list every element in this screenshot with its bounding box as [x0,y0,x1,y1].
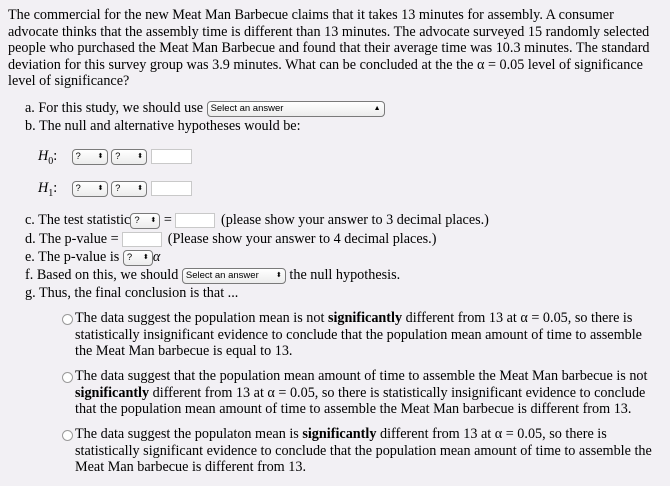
alternative-hypothesis-row [38,179,192,203]
question-f-prefix: f. [25,267,34,283]
conclusion-option-2-text [62,368,660,418]
conclusion-option-2[interactable] [62,368,660,418]
question-d-text: The p-value = [38,231,119,247]
radio-button[interactable] [62,314,73,325]
select-arrows-icon: ▲ [373,104,381,112]
question-b-prefix: b. [25,118,36,134]
option-2-post: different from 13 at α = 0.05, so there is statistically insignificant evidence to conclude that the population mean amount of time to assemble the Meat Man barbecue is different from 13. [75,384,646,417]
h1-value-input[interactable] [151,181,192,196]
test-statistic-select-value: ? [134,214,140,226]
h1-letter: H [38,180,49,196]
select-arrows-icon: ⬍ [137,152,144,160]
conclusion-option-1[interactable] [62,310,660,360]
option-2-pre: The data suggest that the population mean amount of time to assemble the Meat Man barbecue is not [75,368,648,384]
decision-select-value: Select an answer [185,269,259,281]
question-e [25,248,160,266]
h0-letter: H [38,148,49,164]
conclusion-option-1-text [62,310,660,360]
option-1-bold: significantly [327,310,403,326]
question-f [25,266,400,284]
test-statistic-equals: = [163,212,172,228]
h1-operator-value: ? [115,182,121,194]
question-f-suffix: the null hypothesis. [289,267,401,283]
null-hypothesis-row [38,147,192,171]
conclusion-option-3[interactable] [62,426,660,476]
question-f-text: Based on this, we should [36,267,179,283]
select-arrows-icon: ⬍ [275,271,282,279]
question-g [25,284,238,302]
question-a-prefix: a. [25,100,35,116]
question-e-prefix: e. [25,249,35,265]
alpha-symbol: α [152,249,161,265]
test-statistic-note: (please show your answer to 3 decimal places.) [221,212,489,228]
radio-button[interactable] [62,430,73,441]
option-2-bold: significantly [75,384,150,401]
select-arrows-icon: ⬍ [137,184,144,192]
option-1-pre: The data suggest the population mean is not [75,310,328,326]
p-value-comparison-select[interactable] [123,250,153,266]
test-type-select-value: Select an answer [210,102,284,114]
h0-parameter-select[interactable] [72,149,108,165]
h0-colon: : [53,148,58,164]
question-c-text: The test statistic [38,212,131,228]
problem-statement: The commercial for the new Meat Man Barbecue claims that it takes 13 minutes for assembly. A consumer advocate thinks that the assembly time is different than 13 minutes. The advocate surveyed 15 randomly selected people who purchased the Meat Man Barbecue and found that their average time was 10.3 minutes. The standard deviation for this survey group was 3.9 minutes. What can be concluded at the the α = 0.05 level of significance level of significance? [8,7,650,89]
select-arrows-icon: ⬍ [150,216,157,224]
null-hypothesis-label [38,147,68,171]
option-3-bold: significantly [302,426,377,442]
test-type-select[interactable] [207,101,385,117]
select-arrows-icon: ⬍ [142,253,149,261]
h1-colon: : [53,180,58,196]
question-g-text: Thus, the final conclusion is that ... [38,285,239,301]
test-statistic-select[interactable] [130,213,160,229]
p-value-input[interactable] [122,232,162,247]
h0-subscript: 0 [48,155,54,167]
h1-parameter-select[interactable] [72,181,108,197]
question-c [25,211,489,229]
question-a [25,99,385,117]
h0-value-input[interactable] [151,149,192,164]
radio-button[interactable] [62,372,73,383]
test-statistic-input[interactable] [175,213,215,228]
question-c-prefix: c. [25,212,35,228]
h0-operator-value: ? [115,150,121,162]
h1-operator-select[interactable] [111,181,147,197]
h1-subscript: 1 [48,187,54,199]
question-e-text: The p-value is [38,249,120,265]
question-g-prefix: g. [25,285,36,301]
question-b [25,117,301,135]
p-value-comparison-value: ? [126,251,133,263]
question-d-prefix: d. [25,231,36,247]
h0-parameter-value: ? [75,150,81,162]
p-value-note: (Please show your answer to 4 decimal places.) [167,231,437,247]
question-a-text: For this study, we should use [38,100,204,116]
alternative-hypothesis-label [38,179,68,203]
option-3-post: different from 13 at α = 0.05, so there is statistically significant evidence to conclude that the population mean amount of time to assemble the Meat Man barbecue is different from 13. [75,426,652,475]
option-3-pre: The data suggest the populaton mean is [75,426,303,442]
h1-parameter-value: ? [75,182,81,194]
question-d [25,230,436,248]
select-arrows-icon: ⬍ [97,184,104,192]
h0-operator-select[interactable] [111,149,147,165]
decision-select[interactable] [182,268,286,284]
select-arrows-icon: ⬍ [97,152,104,160]
conclusion-option-3-text [62,426,660,476]
question-b-text: The null and alternative hypotheses would be: [38,118,301,134]
option-1-post: different from 13 at α = 0.05, so there is statistically insignificant evidence to conclude that the population mean amount of time to assemble the Meat Man barbecue is equal to 13. [75,310,642,359]
